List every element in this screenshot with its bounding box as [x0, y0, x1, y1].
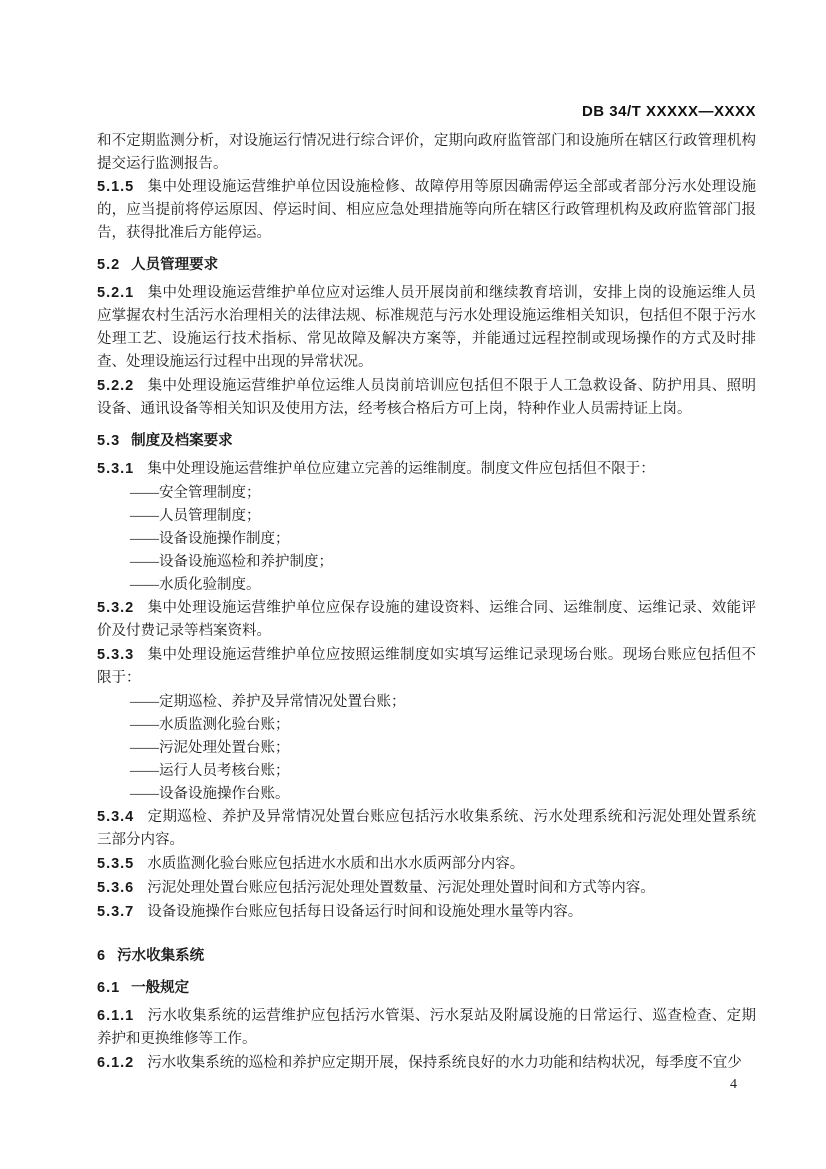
standard-number-header: DB 34/T XXXXX—XXXX — [581, 103, 756, 120]
clause-number: 5.3.5 — [97, 856, 135, 872]
document-body — [97, 130, 756, 1075]
heading-text: 人员管理要求 — [131, 257, 219, 273]
dash-list — [97, 482, 756, 597]
body-paragraph: 和不定期监测分析，对设施运行情况进行综合评价，定期向政府监管部门和设施所在辖区行政管理机构提交运行监测报告。 — [97, 133, 756, 172]
dash-list — [97, 691, 756, 806]
clause-number: 6.1.1 — [97, 1008, 135, 1024]
clause-number: 6.1.2 — [97, 1055, 135, 1071]
heading-number: 6.1 — [97, 980, 121, 996]
dash-list-item: ——定期巡检、养护及异常情况处置台账； — [130, 694, 406, 710]
heading-number: 5.3 — [97, 433, 121, 449]
clause-number: 5.2.1 — [97, 285, 135, 301]
dash-list-item: ——污泥处理处置台账； — [130, 740, 290, 756]
clause-number: 5.3.6 — [97, 880, 135, 896]
clause — [97, 458, 756, 481]
clause-number: 5.3.4 — [97, 809, 135, 825]
clause-text: 污泥处理处置台账应包括污泥处理处置数量、污泥处理处置时间和方式等内容。 — [147, 880, 655, 896]
clause — [97, 597, 756, 643]
clause-number: 5.1.5 — [97, 179, 135, 195]
clause-text: 污水收集系统的巡检和养护应定期开展，保持系统良好的水力功能和结构状况，每季度不宜少 — [147, 1055, 742, 1071]
clause — [97, 1005, 756, 1051]
dash-list-item: ——人员管理制度； — [130, 508, 261, 524]
section-heading — [97, 254, 756, 277]
dash-list-item: ——安全管理制度； — [130, 485, 261, 501]
clause — [97, 375, 756, 421]
clause — [97, 877, 756, 900]
clause-text: 集中处理设施运营维护单位应保存设施的建设资料、运维合同、运维制度、运维记录、效能评价及付费记录等档案资料。 — [97, 600, 756, 639]
chapter-heading — [97, 945, 756, 968]
section-heading — [97, 977, 756, 1000]
clause — [97, 1052, 756, 1075]
heading-text: 制度及档案要求 — [131, 433, 233, 449]
clause-text: 污水收集系统的运营维护应包括污水管渠、污水泵站及附属设施的日常运行、巡查检查、定期养护和更换维修等工作。 — [97, 1008, 756, 1047]
page-content-area — [97, 103, 756, 1076]
dash-list-item: ——设备设施操作制度； — [130, 531, 290, 547]
clause — [97, 176, 756, 245]
clause-text: 集中处理设施运营维护单位因设施检修、故障停用等原因确需停运全部或者部分污水处理设施的，应当提前将停运原因、停运时间、相应应急处理措施等向所在辖区行政管理机构及政府监管部门报告，获得批准后方能停运。 — [97, 179, 756, 241]
clause — [97, 901, 756, 924]
clause-text: 集中处理设施运营维护单位应按照运维制度如实填写运维记录现场台账。现场台账应包括但不限于： — [97, 647, 756, 686]
dash-list-item: ——运行人员考核台账； — [130, 763, 290, 779]
clause — [97, 644, 756, 690]
heading-number: 5.2 — [97, 257, 121, 273]
clause — [97, 282, 756, 374]
heading-text: 一般规定 — [131, 980, 190, 996]
heading-text: 污水收集系统 — [117, 948, 205, 964]
page-number: 4 — [730, 1077, 737, 1092]
clause-text: 定期巡检、养护及异常情况处置台账应包括污水收集系统、污水处理系统和污泥处理处置系统三部分内容。 — [97, 809, 756, 848]
heading-number: 6 — [97, 948, 107, 964]
clause-text: 集中处理设施运营维护单位应对运维人员开展岗前和继续教育培训，安排上岗的设施运维人员应掌握农村生活污水治理相关的法律法规、标准规范与污水处理设施运维相关知识，包括但不限于污水处理工艺、设施运行技术指标、常见故障及解决方案等，并能通过远程控制或现场操作的方式及时排查、处理设施运行过程中出现的异常状况。 — [97, 285, 756, 370]
clause-text: 设备设施操作台账应包括每日设备运行时间和设施处理水量等内容。 — [147, 904, 583, 920]
clause-number: 5.3.7 — [97, 904, 135, 920]
clause-text: 水质监测化验台账应包括进水水质和出水水质两部分内容。 — [147, 856, 525, 872]
clause-number: 5.3.2 — [97, 600, 135, 616]
dash-list-item: ——水质监测化验台账； — [130, 717, 290, 733]
clause-text: 集中处理设施运营维护单位应建立完善的运维制度。制度文件应包括但不限于： — [147, 461, 655, 477]
dash-list-item: ——水质化验制度。 — [130, 577, 261, 593]
clause-number: 5.2.2 — [97, 378, 135, 394]
dash-list-item: ——设备设施操作台账。 — [130, 786, 290, 802]
clause-number: 5.3.3 — [97, 647, 135, 663]
dash-list-item: ——设备设施巡检和养护制度； — [130, 554, 333, 570]
clause — [97, 806, 756, 852]
clause — [97, 853, 756, 876]
section-heading — [97, 430, 756, 453]
clause-text: 集中处理设施运营维护单位运维人员岗前培训应包括但不限于人工急救设备、防护用具、照明设备、通讯设备等相关知识及使用方法，经考核合格后方可上岗，特种作业人员需持证上岗。 — [97, 378, 756, 417]
clause-number: 5.3.1 — [97, 461, 135, 477]
